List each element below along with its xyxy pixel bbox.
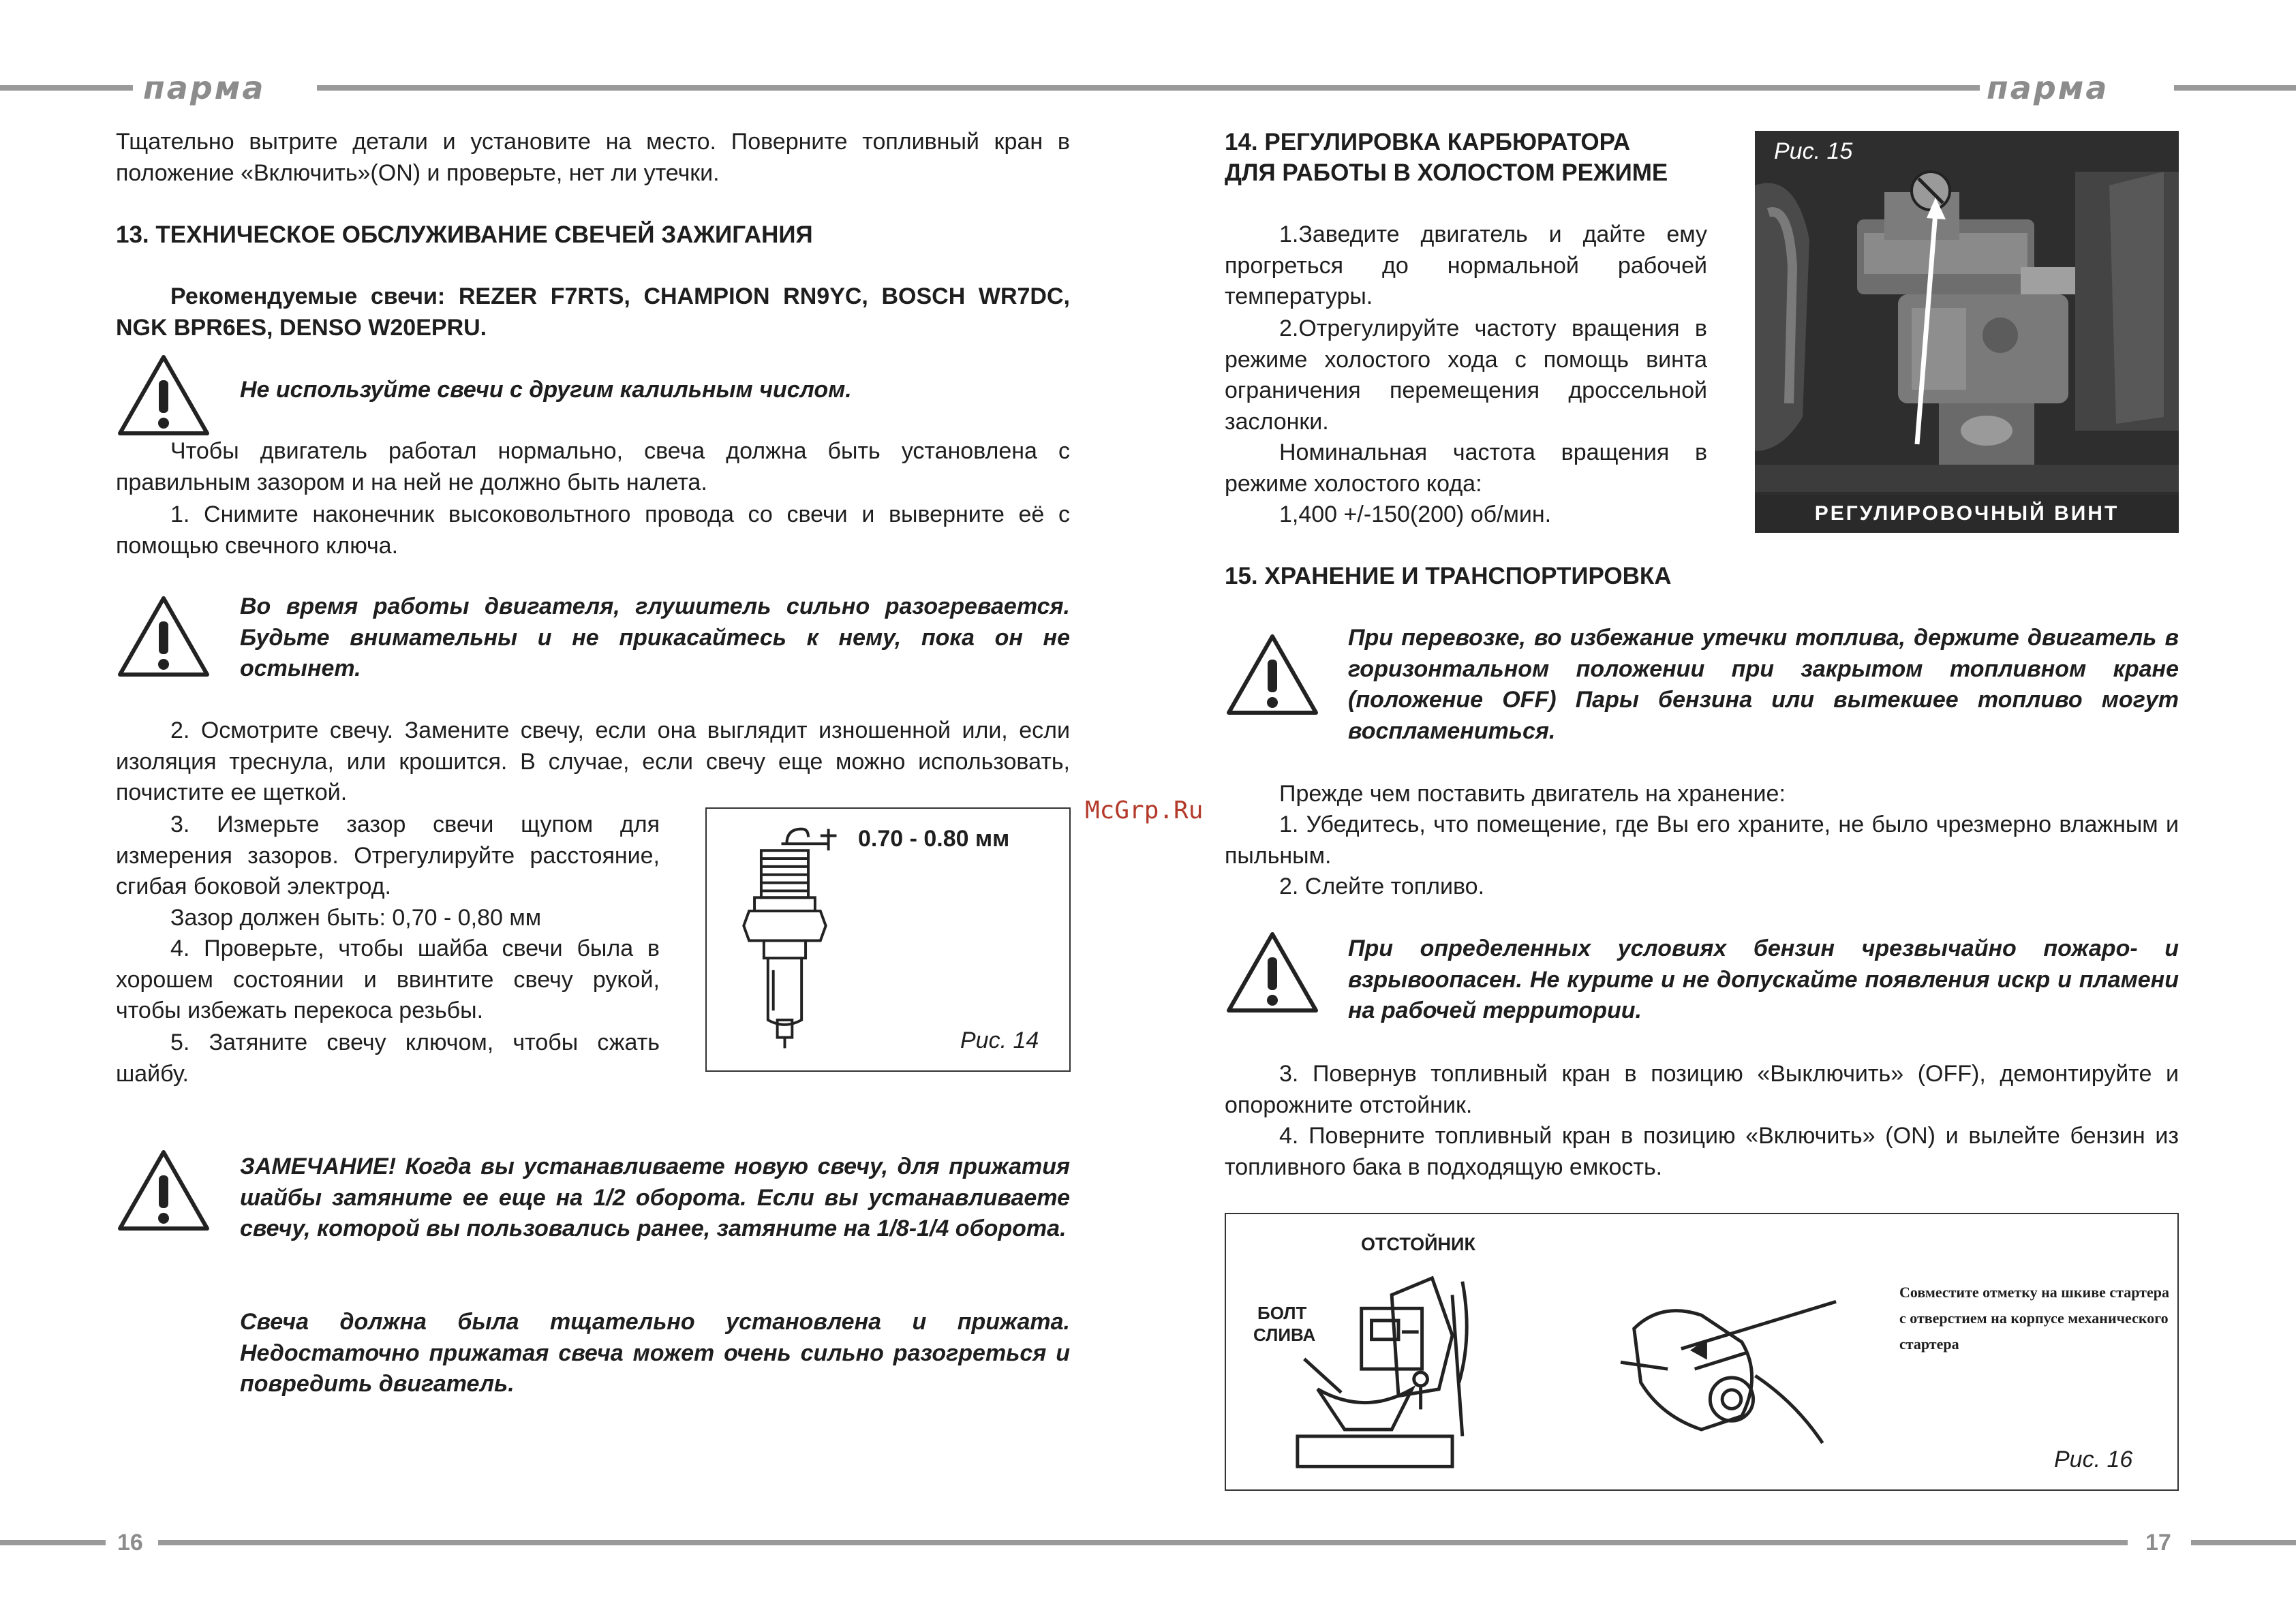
fig16-label-drain-bolt-2: СЛИВА bbox=[1253, 1325, 1316, 1345]
warning-icon bbox=[116, 1148, 211, 1233]
warning-icon bbox=[116, 594, 211, 679]
section-13-title: 13. ТЕХНИЧЕСКОЕ ОБСЛУЖИВАНИЕ СВЕЧЕЙ ЗАЖИГАНИЯ bbox=[116, 221, 813, 248]
s14-step-2: 2.Отрегулируйте частоту вращения в режиме холостого хода с помощь винта ограничения перемещения дроссельной заслонки. bbox=[1225, 315, 1707, 435]
footer-rule-right bbox=[2191, 1540, 2296, 1545]
s14-step-1: 1.Заведите двигатель и дайте ему прогреться до нормальной рабочей температуры. bbox=[1225, 221, 1707, 309]
note-seating: Свеча должна была тщательно установлена и прижата. Недостаточно прижатая свеча может очень сильно разогреться и повредить двигатель. bbox=[240, 1309, 1070, 1397]
fig14-gap-label: 0.70 - 0.80 мм bbox=[858, 826, 1010, 852]
step-2: 2. Осмотрите свечу. Замените свечу, если она выглядит изношенной или, если изоляция треснула, или крошится. В случае, если свечу еще можно использовать, почистите ее щеткой. bbox=[116, 717, 1070, 805]
header-rule-left bbox=[0, 85, 133, 91]
section-14-title-line2: ДЛЯ РАБОТЫ В ХОЛОСТОМ РЕЖИМЕ bbox=[1225, 159, 1668, 186]
watermark: McGrp.Ru bbox=[1085, 797, 1204, 824]
carburetor-image bbox=[1755, 131, 2179, 533]
warning-muffler-hot: Во время работы двигателя, глушитель сильно разогревается. Будьте внимательны и не прикасайтесь к нему, пока он не остынет. bbox=[240, 593, 1070, 681]
section-15-title: 15. ХРАНЕНИЕ И ТРАНСПОРТИРОВКА bbox=[1225, 563, 1672, 589]
header-rule-right bbox=[2174, 85, 2296, 91]
brand-logo-left: парма bbox=[143, 69, 266, 106]
storage-step-4: 4. Поверните топливный кран в позицию «Включить» (ON) и вылейте бензин из топливного бака в подходящую емкость. bbox=[1225, 1123, 2179, 1180]
s14-rated-speed: Номинальная частота вращения в режиме холостого кода: bbox=[1225, 439, 1707, 497]
gap-value: Зазор должен быть: 0,70 - 0,80 мм bbox=[170, 905, 542, 931]
fig16-alignment-note: Совместите отметку на шкиве стартера с отверстием на корпусе механического стартера bbox=[1899, 1284, 2169, 1352]
note-tightening: ЗАМЕЧАНИЕ! Когда вы устанавливаете новую свечу, для прижатия шайбы затяните ее еще на 1/2 оборота. Если вы устанавливаете свечу, которой вы пользовались ранее, затяните на 1/8-1/4 оборота. bbox=[240, 1154, 1070, 1241]
warning-icon bbox=[116, 353, 211, 438]
step-3: 3. Измерьте зазор свечи щупом для измерения зазоров. Отрегулируйте расстояние, сгибая боковой электрод. bbox=[116, 812, 660, 899]
storage-step-1: 1. Убедитесь, что помещение, где Вы его храните, не было чрезмерно влажным и пыльным. bbox=[1225, 812, 2179, 869]
fig14-caption: Рис. 14 bbox=[960, 1027, 1039, 1053]
storage-step-2: 2. Слейте топливо. bbox=[1279, 874, 1485, 899]
storage-step-3: 3. Повернув топливный кран в позицию «Выключить» (OFF), демонтируйте и опорожните отстойник. bbox=[1225, 1061, 2179, 1118]
para-normal: Чтобы двигатель работал нормально, свеча должна быть установлена с правильным зазором и на ней не должно быть налета. bbox=[116, 438, 1070, 495]
figure-15-carburetor-photo bbox=[1755, 131, 2179, 533]
fig15-caption: Рис. 15 bbox=[1774, 138, 1853, 164]
header-rule-center bbox=[317, 85, 1980, 91]
warning-icon bbox=[1225, 930, 1320, 1015]
section-14-title-line1: 14. РЕГУЛИРОВКА КАРБЮРАТОРА bbox=[1225, 129, 1631, 155]
page-number-left: 16 bbox=[117, 1530, 143, 1556]
page-number-right: 17 bbox=[2145, 1530, 2171, 1556]
footer-rule-left bbox=[0, 1540, 106, 1545]
recommended-plugs: Рекомендуемые свечи: REZER F7RTS, CHAMPION RN9YC, BOSCH WR7DC, NGK BPR6ES, DENSO W20EPRU. bbox=[116, 283, 1070, 341]
footer-rule-center bbox=[158, 1540, 2128, 1545]
step-5: 5. Затяните свечу ключом, чтобы сжать шайбу. bbox=[116, 1030, 660, 1087]
fig16-label-sump: ОТСТОЙНИК bbox=[1361, 1234, 1475, 1254]
s14-rpm-value: 1,400 +/-150(200) об/мин. bbox=[1279, 501, 1552, 527]
warning-transport: При перевозке, во избежание утечки топлива, держите двигатель в горизонтальном положении при закрытом топливном кране (положение OFF) Пары бензина или вытекшее топливо могут воспламениться. bbox=[1348, 625, 2179, 744]
fig15-label-adjust-screw: РЕГУЛИРОВОЧНЫЙ ВИНТ bbox=[1755, 495, 2179, 533]
warning-heat-range: Не используйте свечи с другим калильным числом. bbox=[240, 377, 852, 403]
intro-paragraph: Тщательно вытрите детали и установите на место. Поверните топливный кран в положение «Включить»(ON) и проверьте, нет ли утечки. bbox=[116, 129, 1070, 186]
warning-fire-hazard: При определенных условиях бензин чрезвычайно пожаро- и взрывоопасен. Не курите и не допускайте появления искр и пламени на рабочей территории. bbox=[1348, 936, 2179, 1023]
fig16-caption: Рис. 16 bbox=[2054, 1447, 2133, 1472]
step-4: 4. Проверьте, чтобы шайба свечи была в хорошем состоянии и ввинтите свечу рукой, чтобы избежать перекоса резьбы. bbox=[116, 936, 660, 1023]
storage-intro: Прежде чем поставить двигатель на хранение: bbox=[1279, 781, 1786, 807]
step-1: 1. Снимите наконечник высоковольтного провода со свечи и выверните её с помощью свечного ключа. bbox=[116, 501, 1070, 559]
warning-icon bbox=[1225, 632, 1320, 717]
brand-logo-right: парма bbox=[1987, 69, 2109, 106]
fig16-label-drain-bolt-1: БОЛТ bbox=[1257, 1303, 1307, 1323]
figure-16-drain bbox=[1225, 1213, 2179, 1491]
figure-14-spark-plug bbox=[705, 807, 1071, 1072]
